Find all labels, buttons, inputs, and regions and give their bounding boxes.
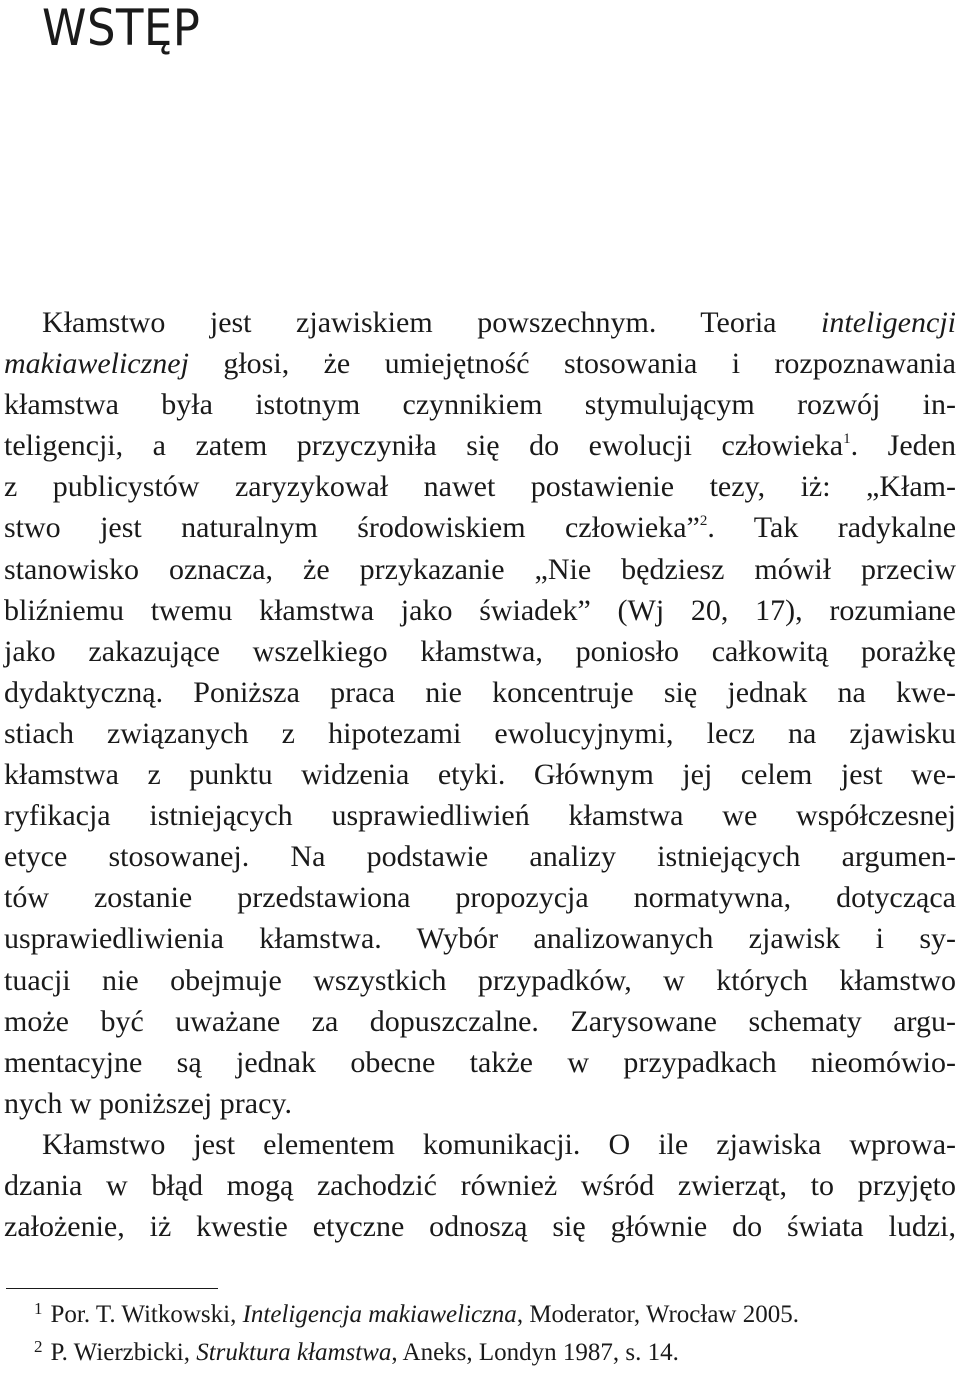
text-line: kłamstwa z punktu widzenia etyki. Głównym jej celem jest we- xyxy=(4,758,956,792)
body-text xyxy=(4,302,956,1247)
text-line: tuacji nie obejmuje wszystkich przypadków, w których kłamstwo xyxy=(4,963,956,997)
footnote-number: 1 xyxy=(34,1299,43,1318)
text-line: ryfikacja istniejących usprawiedliwień kłamstwa we współczesnej xyxy=(4,799,956,833)
text-line: dydaktyczną. Poniższa praca nie koncentruje się jednak na kwe- xyxy=(4,675,956,709)
text-line: mentacyjne są jednak obecne także w przypadkach nieomówio- xyxy=(4,1045,956,1079)
text-line: może być uważane za dopuszczalne. Zarysowane schematy argu- xyxy=(4,1004,956,1038)
text-line: Kłamstwo jest elementem komunikacji. O ile zjawiska wprowa- xyxy=(42,1127,956,1161)
text-line: jako zakazujące wszelkiego kłamstwa, poniosło całkowitą porażkę xyxy=(4,634,956,668)
text-line: założenie, iż kwestie etyczne odnoszą się głównie do świata ludzi, xyxy=(4,1210,956,1244)
text-line: z publicystów zaryzykował nawet postawienie tezy, iż: „Kłam- xyxy=(4,470,956,504)
text-line: Kłamstwo jest zjawiskiem powszechnym. Teoria inteligencji xyxy=(42,306,956,339)
page-title: WSTĘP xyxy=(42,0,201,57)
text-line: tów zostanie przedstawiona propozycja normatywna, dotycząca xyxy=(4,881,956,915)
text-line: makiawelicznej głosi, że umiejętność stosowania i rozpoznawania xyxy=(4,347,956,381)
text-line: stwo jest naturalnym środowiskiem człowieka”$^2$. Tak radykalne xyxy=(4,511,957,545)
footnote-item: $^2$ P. Wierzbicki, Struktura kłamstwa, Aneks, Londyn 1987, s. 14. xyxy=(34,1337,679,1366)
footnote-item: $^1$ Por. T. Witkowski, Inteligencja makiaweliczna, Moderator, Wrocław 2005. xyxy=(34,1299,799,1328)
text-line: stiach związanych z hipotezami ewolucyjnymi, lecz na zjawisku xyxy=(4,716,956,750)
footnote-ref-1[interactable]: 1 xyxy=(843,431,851,448)
footnote-ref-2[interactable]: 2 xyxy=(699,513,708,530)
text-line: dzania w błąd mogą zachodzić również wśród zwierząt, to przyjęto xyxy=(4,1168,956,1202)
text-line: etyce stosowanej. Na podstawie analizy istniejących argumen- xyxy=(4,840,956,874)
footnote-number: 2 xyxy=(34,1337,43,1356)
text-line: teligencji, a zatem przyczyniła się do ewolucji człowieka$^1$. Jeden xyxy=(4,429,956,463)
text-line: kłamstwa była istotnym czynnikiem stymulującym rozwój in- xyxy=(4,388,956,422)
footnotes xyxy=(6,1296,946,1372)
footnote-divider xyxy=(6,1288,218,1289)
text-line: usprawiedliwienia kłamstwa. Wybór analizowanych zjawisk i sy- xyxy=(4,922,956,956)
text-line: bliźniemu twemu kłamstwa jako świadek” (Wj 20, 17), rozumiane xyxy=(4,593,956,627)
text-line: nych w poniższej pracy. xyxy=(4,1086,292,1120)
text-line: stanowisko oznacza, że przykazanie „Nie będziesz mówił przeciw xyxy=(4,552,956,586)
